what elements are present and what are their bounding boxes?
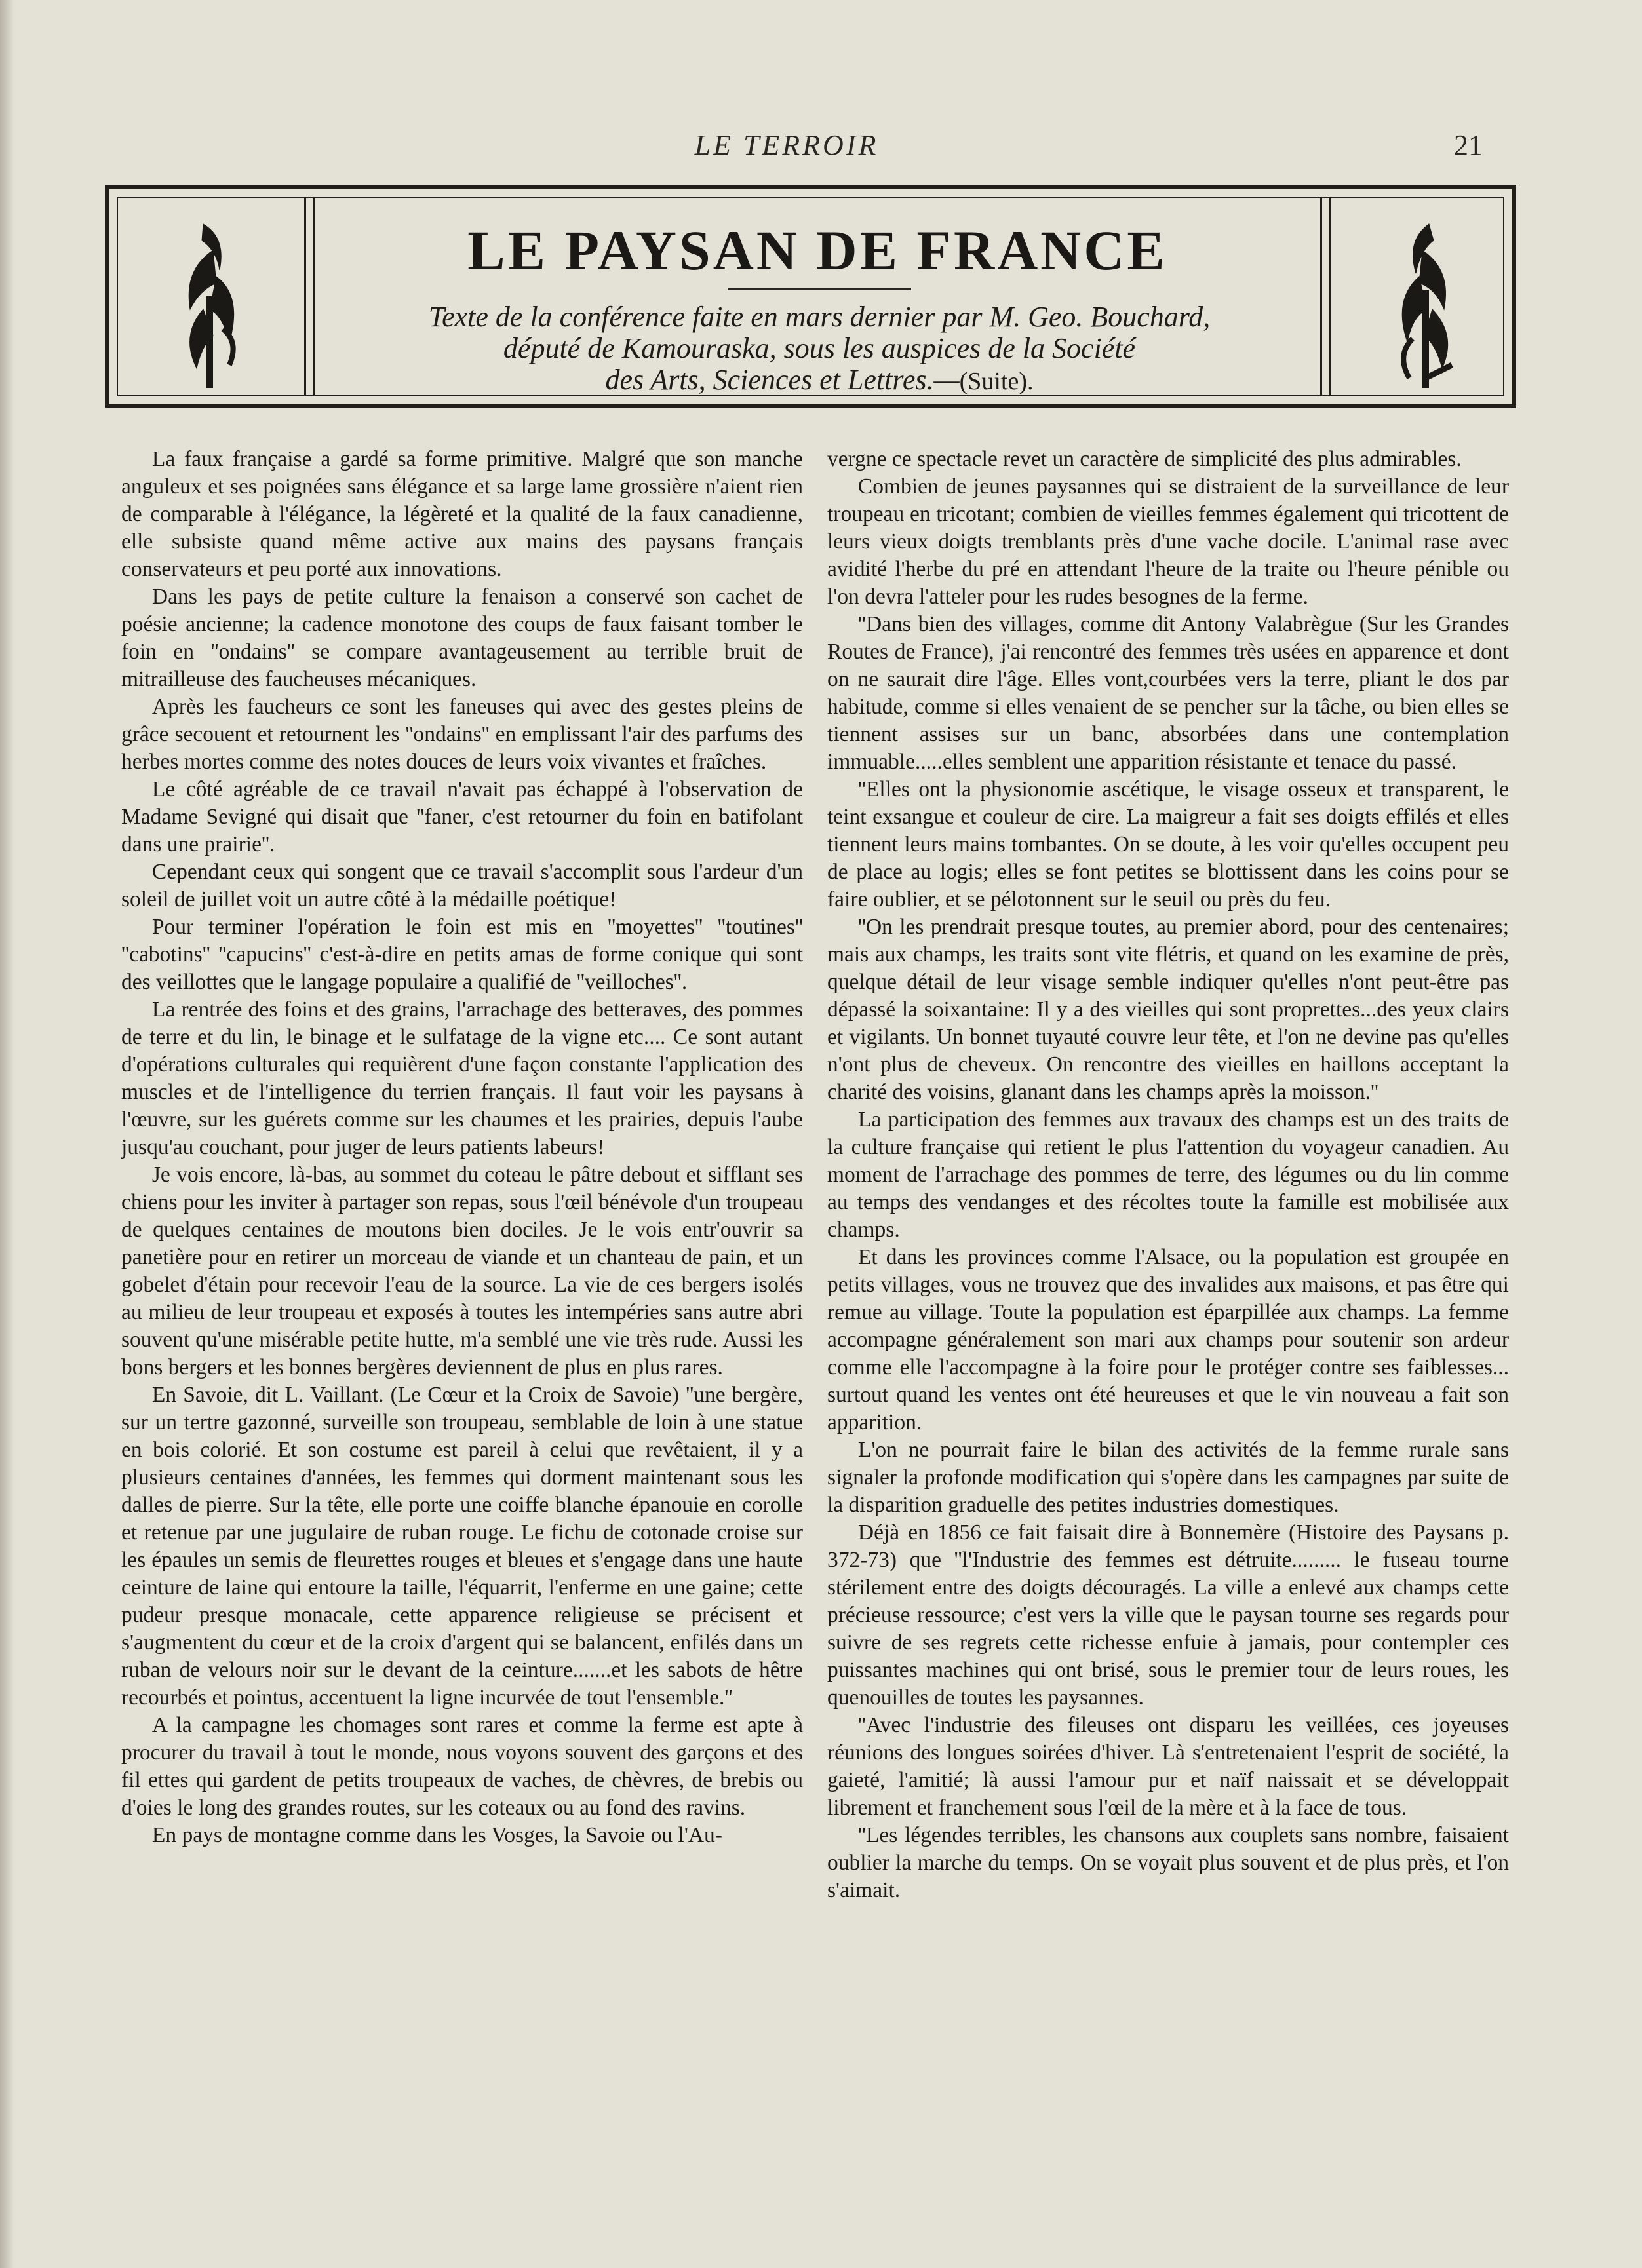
paragraph: ''Les légendes terribles, les chansons aux couplets sans nombre, faisaient oublier la marche du temps. On se voyait plus souvent et de plus près, et l'on s'aimait. — [827, 1823, 1509, 1902]
paragraph: vergne ce spectacle revet un caractère de simplicité des plus admirables. — [827, 447, 1462, 471]
paragraph: La rentrée des foins et des grains, l'arrachage des betteraves, des pommes de terre et du lin, le binage et le sulfatage de la vigne etc.... Ce sont autant d'opérations culturales qui requièrent d'une façon constante l'application des muscles et de l'intelligence du terrien français. Il faut voir les paysans à l'œuvre, sur les guérets comme sur les chaumes et les prairies, depuis l'aube jusqu'au couchant, pour juger de leurs patients labeurs! — [121, 997, 803, 1159]
running-title: LE TERROIR — [694, 129, 879, 161]
paragraph: Pour terminer l'opération le foin est mis en ''moyettes'' ''toutines'' ''cabotins'' ''capucins'' c'est-à-dire en petits amas de forme conique qui sont des veillottes que le langage populaire a qualifié de ''veilloches''. — [121, 915, 803, 994]
lily-ornament-icon — [1380, 211, 1472, 394]
suite-label: (Suite). — [959, 368, 1034, 395]
paragraph: Combien de jeunes paysannes qui se distraient de la surveillance de leur troupeau en tricotant; combien de vieilles femmes également qui tricottent de leurs vieux doigts tremblants près d'une vache docile. L'animal rase avec avidité l'herbe du pré en attendant l'heure de la traite ou l'heure pénible ou l'on devra l'atteler pour les rudes besognes de la ferme. — [827, 474, 1509, 609]
paragraph: Déjà en 1856 ce fait faisait dire à Bonnemère (Histoire des Paysans p. 372-73) que ''l'Industrie des femmes est détruite......... le fuseau tourne stérilement entre des doigts découragés. La ville a enlevé aux champs cette précieuse ressource; c'est vers la ville que le paysan tourne ses regards pour suivre de ses regrets cette richesse enfuie à jamais, pour contempler ces puissantes machines qui ont brisé, sous le premier tour de leurs roues, les quenouilles de toutes les paysannes. — [827, 1520, 1509, 1710]
page-edge-shadow — [0, 0, 14, 2268]
paragraph: En Savoie, dit L. Vaillant. (Le Cœur et la Croix de Savoie) ''une bergère, sur un tertre gazonné, surveille son troupeau, semblable de loin à une statue en bois colorié. Et son costume est pareil à celui que revêtaient, il y a plusieurs centaines d'années, les femmes qui dorment maintenant sous les dalles de pierre. Sur la tête, elle porte une coiffe blanche épanouie en corolle et retenue par une jugulaire de ruban rouge. Le fichu de cotonade croise sur les épaules un semis de fleurettes rouges et bleues et s'engage dans une haute ceinture de laine qui entoure la taille, l'équarrit, l'enferme en une gaine; cette pudeur presque monacale, cette apparence religieuse se précisent et s'augmentent du cœur et de la croix d'argent qui se balancent, enfilés dans un ruban de velours noir sur le devant de la ceinture.......et les sabots de hêtre recourbés et pointus, accentuent la ligne incurvée de tout l'ensemble.'' — [121, 1383, 803, 1710]
right-panel-divider — [1320, 198, 1331, 395]
paragraph: ''Avec l'industrie des fileuses ont disparu les veillées, ces joyeuses réunions des longues soirées d'hiver. Là s'entretenaient l'esprit de société, la gaieté, l'amitié; là aussi l'amour pur et naïf naissait et se développait librement et franchement sous l'œil de la mère et à la face de tous. — [827, 1713, 1509, 1820]
title-rule — [728, 288, 911, 290]
paragraph: Et dans les provinces comme l'Alsace, ou la population est groupée en petits villages, vous ne trouvez que des invalides aux maisons, et pas être qui remue au village. Toute la population est éparpillée aux champs. La femme accompagne généralement son mari aux champs pour soutenir son ardeur comme elle l'accompagne à la foire pour le protéger contre ses faiblesses... surtout quand les ventes ont été heureuses et que le vin nouveau a fait son apparition. — [827, 1245, 1509, 1434]
paragraph: Je vois encore, là-bas, au sommet du coteau le pâtre debout et sifflant ses chiens pour les inviter à partager son repas, sous l'œil bénévole d'un troupeau de quelques centaines de moutons bien dociles. Je le vois entr'ouvrir sa panetière pour en retirer un morceau de viande et un chanteau de pain, et un gobelet d'étain pour recevoir l'eau de la source. La vie de ces bergers isolés au milieu de leur troupeau et exposés à toutes les intempéries sans autre abri souvent qu'une misérable petite hutte, m'a semblé une vie très rude. Aussi les bons bergers et les bonnes bergères deviennent de plus en plus rares. — [121, 1163, 803, 1379]
left-text-column — [121, 446, 803, 1849]
article-subtitle — [334, 301, 1304, 397]
paragraph: ''Dans bien des villages, comme dit Antony Valabrègue (Sur les Grandes Routes de France), j'ai rencontré des femmes très usées en apparence et dont on ne saurait dire l'âge. Elles vont,courbées vers la terre, pliant le dos par habitude, comme si elles venaient de se pencher sur la tâche, ou bien elles se tiennent assises sur un banc, absorbées dans une contemplation immuable.....elles semblent une apparition résistante et tenace du passé. — [827, 612, 1509, 774]
paragraph: Cependant ceux qui songent que ce travail s'accomplit sous l'ardeur d'un soleil de juillet voit un autre côté à la médaille poétique! — [121, 860, 803, 912]
paragraph: Le côté agréable de ce travail n'avait pas échappé à l'observation de Madame Sevigné qui disait que ''faner, c'est retourner du foin en batifolant dans une prairie''. — [121, 777, 803, 856]
title-frame — [105, 185, 1516, 408]
left-panel-divider — [304, 198, 315, 395]
paragraph: ''On les prendrait presque toutes, au premier abord, pour des centenaires; mais aux champs, les traits sont vite flétris, et quand on les examine de près, quelque détail de leur visage semble indiquer qu'elles n'ont peut-être pas dépassé la soixantaine: Il y a des vieilles qui sont proprettes...des yeux clairs et vigilants. Un bonnet tuyauté couvre leur tête, et l'on ne devine pas qu'elles n'ont plus de cheveux. On rencontre des vieilles en haillons acceptant la charité des voisins, glanant dans les champs après la moisson.'' — [827, 915, 1509, 1104]
lily-ornament-icon — [164, 211, 256, 394]
subtitle-line: député de Kamouraska, sous les auspices de la Société — [503, 332, 1136, 364]
paragraph: Dans les pays de petite culture la fenaison a conservé son cachet de poésie ancienne; la cadence monotone des coups de faux faisant tomber le foin en ''ondains'' se compare avantageusement au terrible bruit de mitrailleuse des faucheuses mécaniques. — [121, 585, 803, 691]
right-text-column — [827, 446, 1509, 1904]
paragraph: ''Elles ont la physionomie ascétique, le visage osseux et transparent, le teint exsangue et couleur de cire. La maigreur a fait ses doigts effilés et elles tiennent leurs mains tombantes. On se doute, à les voir qu'elles occupent peu de place au logis; elles se font petites se blottissent dans les coins pour se faire oublier, et se pélotonnent sur le seuil ou près du feu. — [827, 777, 1509, 912]
paragraph: Après les faucheurs ce sont les faneuses qui avec des gestes pleins de grâce secouent et retournent les ''ondains'' en emplissant l'air des parfums des herbes mortes comme des notes douces de leurs voix vivantes et fraîches. — [121, 695, 803, 774]
paragraph: La faux française a gardé sa forme primitive. Malgré que son manche anguleux et ses poignées sans élégance et sa large lame grossière n'aient rien de comparable à l'élégance, la légèreté et la qualité de la faux canadienne, elle subsiste quand même active aux mains des paysans français conservateurs et peu porté aux innovations. — [121, 447, 803, 581]
subtitle-line: Texte de la conférence faite en mars dernier par M. Geo. Bouchard, — [428, 301, 1211, 333]
subtitle-line — [334, 364, 1304, 397]
paragraph: L'on ne pourrait faire le bilan des activités de la femme rurale sans signaler la profonde modification qui s'opère dans les campagnes par suite de la disparition graduelle des petites industries domestiques. — [827, 1438, 1509, 1517]
paragraph: En pays de montagne comme dans les Vosges, la Savoie ou l'Au- — [151, 1823, 722, 1847]
title-frame-inner — [117, 197, 1504, 396]
paragraph: La participation des femmes aux travaux des champs est un des traits de la culture française qui retient le plus l'attention du voyageur canadien. Au moment de l'arrachage des pommes de terre, des légumes ou du lin comme au temps des vendanges et des récoltes toute la famille est mobilisée aux champs. — [827, 1107, 1509, 1242]
page-number: 21 — [1454, 129, 1483, 161]
article-title: LE PAYSAN DE FRANCE — [467, 219, 1167, 282]
subtitle-text: des Arts, Sciences et Lettres.— — [605, 364, 960, 396]
paragraph: A la campagne les chomages sont rares et comme la ferme est apte à procurer du travail à tout le monde, nous voyons souvent des garçons et des fil ettes qui gardent de petits troupeaux de vaches, de chèvres, de brebis ou d'oies le long des grandes routes, sur les coteaux ou au fond des ravins. — [121, 1713, 803, 1820]
